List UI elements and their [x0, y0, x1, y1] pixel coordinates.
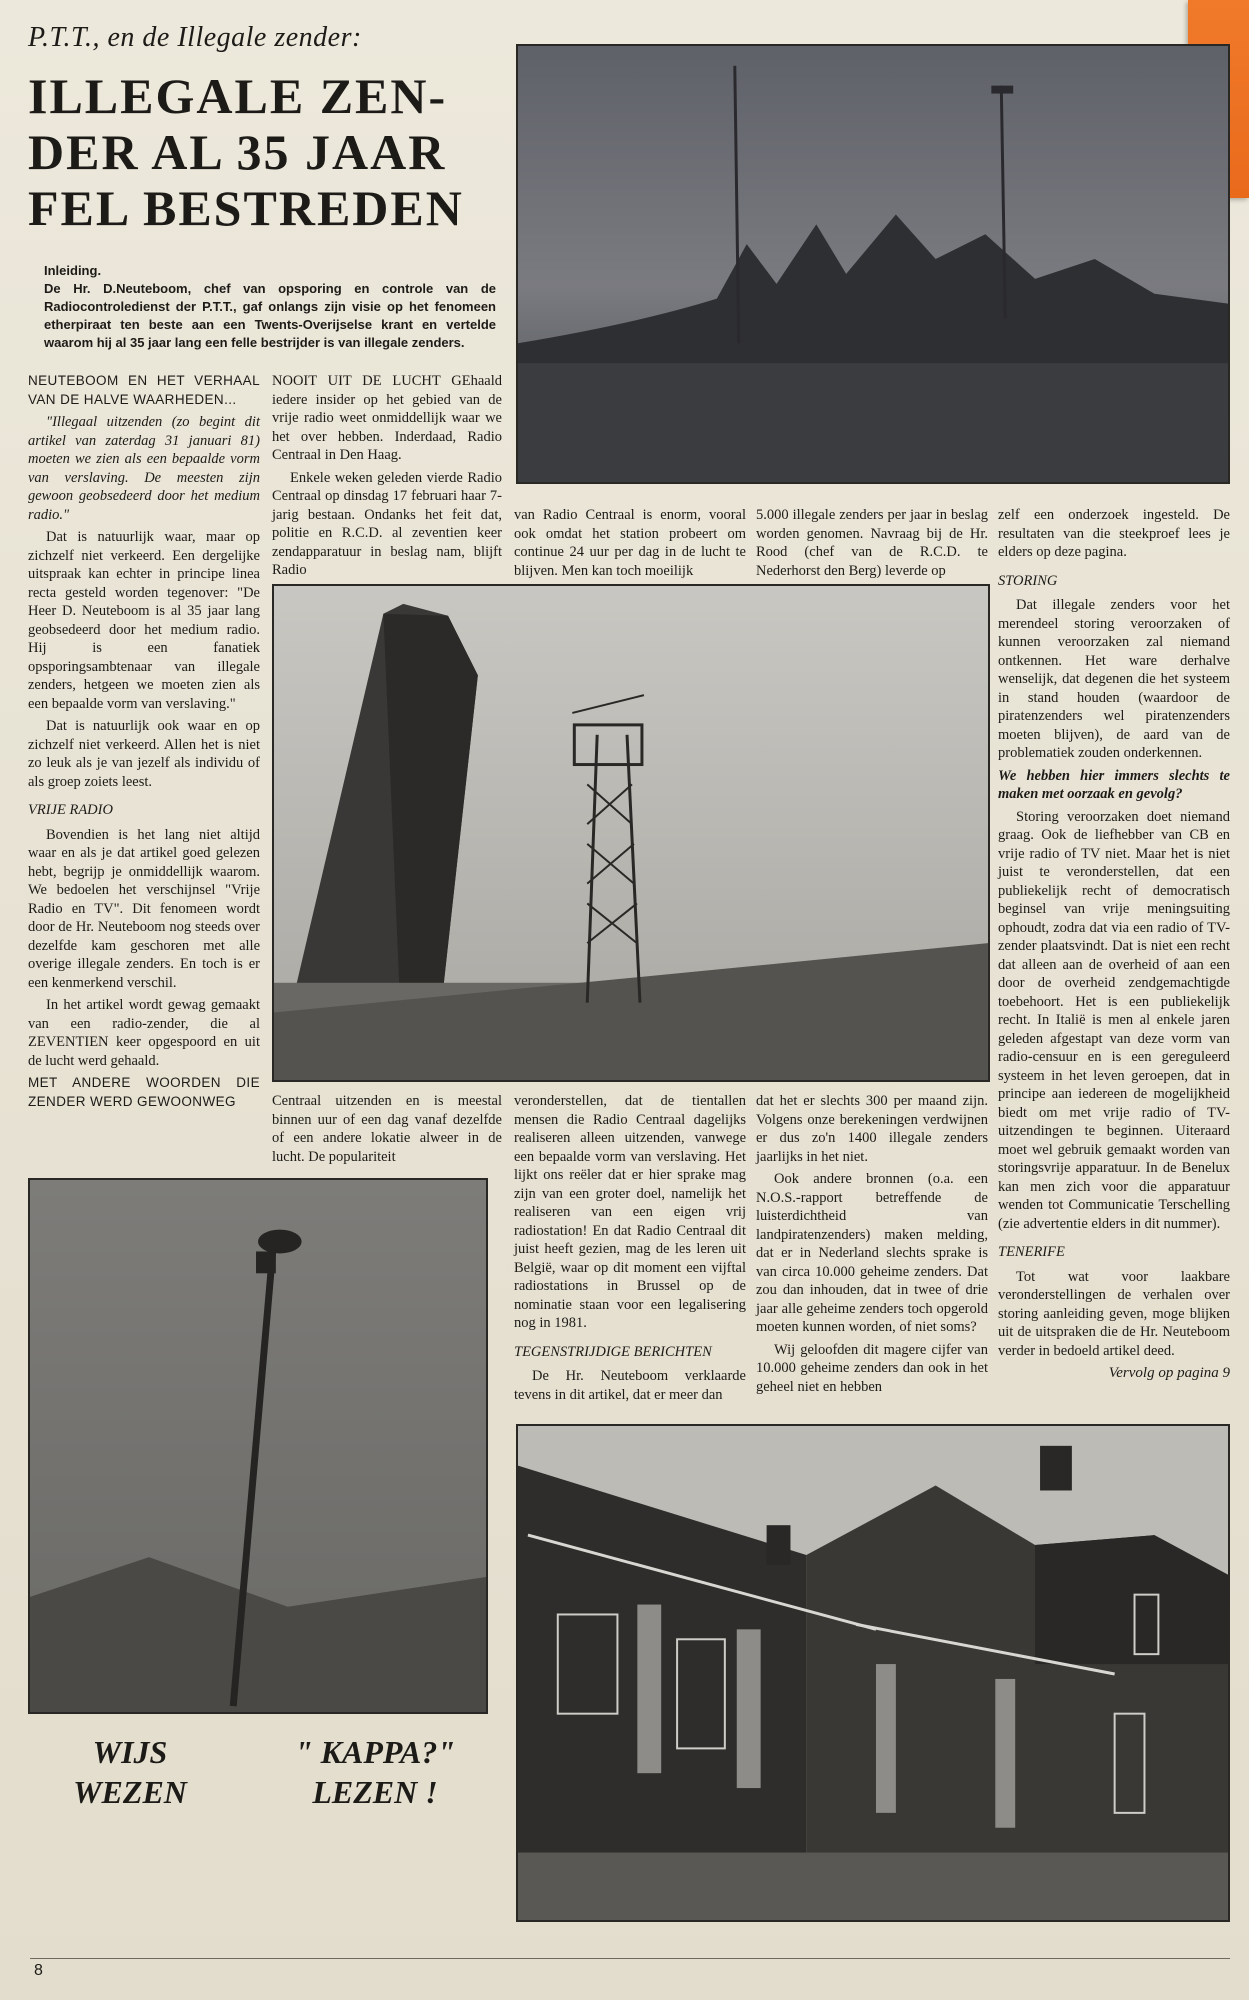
article-column-4-bottom [756, 1092, 988, 1400]
column-4-paragraph-1: dat het er slechts 300 per maand zijn. Volgens onze berekeningen verdwijnen er dus zo'n 1400 illegale zenders jaarlijks in het niet. [756, 1093, 988, 1165]
subheading-tenerife: TENERIFE [998, 1244, 1065, 1260]
column-5-paragraph-1b: We hebben hier immers slechts te maken met oorzaak en gevolg? [998, 767, 1230, 802]
slogan-lezen: LEZEN ! [312, 1774, 438, 1810]
photo-pole-fog [28, 1178, 488, 1714]
headline-line-3: FEL BESTREDEN [28, 180, 464, 236]
column-4-top-text: 5.000 illegale zenders per jaar in beslag worden genomen. Navraag bij de Hr. Rood (chef van de R.C.D. te Nederhorst den Berg) leverde op [756, 507, 988, 579]
photo-tower-antenna [272, 584, 990, 1082]
column-1-paragraph-2: Dat is natuurlijk waar, maar op zichzelf niet verkeerd. Een dergelijke uitspraak kan echter in principe linea recta gesteld worden tegenover: "De Heer D. Neuteboom is al 35 jaar lang geobsedeerd door het medium radio. Hij is een fanatiek opsporingsambtenaar van illegale zenders, hetgeen we moeten zien als een bepaalde vorm van verslaving." [28, 529, 260, 712]
column-2-paragraph-3: Centraal uitzenden en is meestal binnen uur of een dag vanaf dezelfde of een andere lokatie alweer in de lucht. De populariteit [272, 1093, 502, 1165]
article-column-1 [28, 372, 260, 1115]
article-column-4-top [756, 506, 988, 584]
column-1-paragraph-6: MET ANDERE WOORDEN DIE ZENDER WERD GEWOONWEG [28, 1075, 260, 1109]
column-3-paragraph-2: De Hr. Neuteboom verklaarde tevens in dit artikel, dat er meer dan [514, 1368, 746, 1403]
column-2-paragraph-2: Enkele weken geleden vierde Radio Centraal op dinsdag 17 februari haar 7-jarig bestaan. Ondanks het feit dat, politie en R.C.D. al zeventien keer zendapparatuur in beslag nam, blijft Radio [272, 469, 502, 578]
article-column-3-bottom [514, 1092, 746, 1408]
article-kicker: P.T.T., en de Illegale zender: [28, 22, 362, 53]
column-4-paragraph-2: Ook andere bronnen (o.a. een N.O.S.-rapport betreffende de luisterdichtheid van landpiratenzenders) maken melding, dat er in Nederland slechts sprake is van circa 10.000 geheime zenders. Dat zou dan inhouden, dat in twee of drie jaar alle geheime zenders toch opgerold moeten kunnen worden, of niet soms? [756, 1171, 988, 1335]
slogan-wezen: WEZEN [73, 1774, 187, 1810]
article-headline [28, 68, 498, 236]
subheading-tegenstrijdige-berichten: TEGENSTRIJDIGE BERICHTEN [514, 1343, 712, 1360]
subheading-vrije-radio: VRIJE RADIO [28, 802, 113, 818]
article-column-3-top [514, 506, 746, 584]
slogan-wijs-wezen [40, 1732, 220, 1812]
slogan-kappa-lezen [270, 1732, 480, 1812]
continued-on-page: Vervolg op pagina 9 [1108, 1365, 1230, 1381]
column-3-top-text: van Radio Centraal is enorm, vooral ook omdat het station probeert om continue 24 uur per dag in de lucht te blijven. Men kan toch moeilijk [514, 507, 746, 579]
photo-building [516, 1424, 1230, 1922]
slogan-kappa: " KAPPA?" [294, 1734, 456, 1770]
column-1-lead: NEUTEBOOM EN HET VERHAAL VAN DE HALVE WAARHEDEN... [28, 373, 260, 407]
column-3-paragraph-1: veronderstellen, dat de tientallen mensen die Radio Centraal dagelijks realiseren alleen uitzenden, vanwege een bepaalde vorm van verslaving. Het lijkt ons reëler dat er hier sprake mag zijn van een groter doel, namelijk het realiseren van een eigen vrij radiostation! En dat Radio Centraal dit juist heeft gezien, mag de les leren uit België, waar op dit moment een vijftal radiostations in Brussel op de nominatie staan voor een legalisering nog in 1981. [514, 1093, 746, 1331]
column-4-paragraph-3: Wij geloofden dit magere cijfer van 10.000 geheime zenders dan ook in het geheel niet en hebben [756, 1341, 988, 1395]
article-column-2-bottom [272, 1092, 502, 1170]
headline-line-2: DER AL 35 JAAR [28, 124, 447, 180]
article-column-5 [998, 506, 1230, 1387]
photo-masts-treeline [516, 44, 1230, 484]
column-5-paragraph-3: Tot wat voor laakbare veronderstellingen de verhalen over storing aanleiding geven, moge blijken uit de uitspraken die de Hr. Neuteboom verder in bedoeld artikel deed. [998, 1268, 1230, 1359]
page-number: 8 [34, 1962, 43, 1979]
column-5-paragraph-2: Storing veroorzaken doet niemand graag. Ook de liefhebber van CB en vrije radio of TV niet. Maar het is niet juist te veronderstellen, dat een publiekelijk recht of democratisch beginsel van vrije meningsuiting ophoudt, zodra dat via een radio of TV-zender plaatsvindt. Dat is niet een recht dat alleen aan de overheid of aan een door de overheid zendgemachtigde toebehoort. Het is een publiekelijk recht. In Italië is men al enkele jaren geleden afgestapt van deze vorm van radio-censuur en is een gereguleerd systeem in het leven geroepen, dat in principe aan iedereen de mogelijkheid biedt om met vrije radio of TV-uitzendingen te beginnen. Uiteraard moet wel gebruik gemaakt worden van storingsvrije apparatuur. In de Benelux kan men zich voor die apparatuur wenden tot Communicatie Terschelling (zie advertentie elders in dit nummer). [998, 808, 1230, 1232]
column-1-paragraph-5: In het artikel wordt gewag gemaakt van een radio-zender, die al ZEVENTIEN keer opgespoord en uit de lucht werd gehaald. [28, 997, 260, 1069]
column-2-paragraph-1: NOOIT UIT DE LUCHT GEhaald iedere insider op het gebied van de vrije radio weet onmiddellijk waar we het over hebben. Inderdaad, Radio Centraal in Den Haag. [272, 373, 502, 463]
subheading-storing: STORING [998, 572, 1058, 589]
column-5-top-text: zelf een onderzoek ingesteld. De resultaten van die steekproef lees je elders op deze pagina. [998, 507, 1230, 560]
column-1-paragraph-1: "Illegaal uitzenden (zo begint dit artikel van zaterdag 31 januari 81) moeten we zien als een bepaalde vorm van verslaving. De meesten zijn gewoon geobsedeerd door het medium radio." [28, 414, 260, 523]
column-5-paragraph-1: Dat illegale zenders voor het merendeel storing veroorzaken of kunnen veroorzaken zal niemand ontkennen. Het ware derhalve wenselijk, dat degenen die het systeem in stand houden (waardoor de piratenzenders wel piratenzenders moeten blijven), de aard van de problematiek zouden onderkennen. [998, 597, 1230, 761]
headline-line-1: ILLEGALE ZEN- [28, 68, 448, 124]
column-1-paragraph-4: Bovendien is het lang niet altijd waar en als je dat artikel goed gelezen hebt, begrijp je onmiddellijk waarom. We bedoelen het verschijnsel "Vrije Radio en TV". Dit fenomeen wordt door de Hr. Neuteboom nog steeds over dezelfde kam geschoren met alle overige illegale zenders. En toch is er een kenmerkend verschil. [28, 826, 260, 991]
article-intro: Inleiding. De Hr. D.Neuteboom, chef van opsporing en controle van de Radiocontroledienst der P.T.T., gaf onlangs zijn visie op het fenomeen etherpiraat ten beste aan een Twents-Overijselse krant en vertelde waarom hij al 35 jaar lang een felle bestrijder is van illegale zenders. [44, 263, 496, 350]
article-column-2-top [272, 372, 502, 584]
slogan-wijs: WIJS [92, 1734, 168, 1770]
column-1-paragraph-3: Dat is natuurlijk ook waar en op zichzelf niet verkeerd. Allen het is niet zo leuk als je van jezelf als individu of als groep zoiets leest. [28, 718, 260, 790]
footer-rule [30, 1958, 1230, 1959]
